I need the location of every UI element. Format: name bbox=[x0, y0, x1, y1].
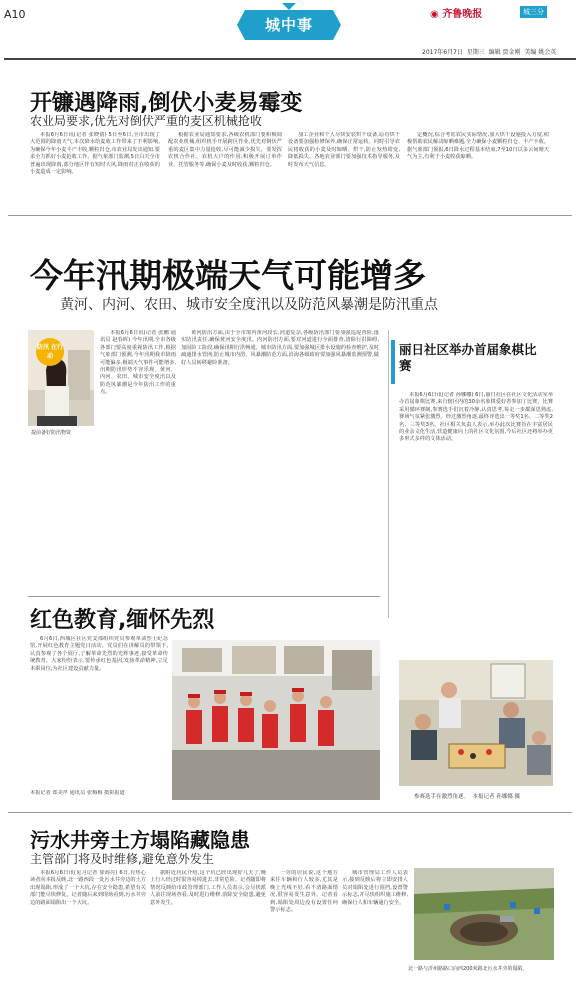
chess-game-photo-image bbox=[399, 660, 553, 786]
divider bbox=[8, 812, 572, 813]
article1-col3: 加工企业和个人尽快安装烘干设备,原有烘干设备要加强检修保养,确保正常运转。同时引导农民将收获的小麦及时晾晒、烘干,防止发热霉变,降低损失。各地农业部门要加强技术指导服务,及时发布天气信息。 bbox=[288, 132, 400, 168]
article5-photo bbox=[414, 868, 554, 960]
article5-col2: 据附近居民介绍,这个坑已经出现好几天了,晚上行人经过时很容易掉进去,非常危险。记者随即将情况反映给市政管理部门,工作人员表示,会尽快派人前往现场查看,及时进行维修,消除安全隐患,避免意外发生。 bbox=[150, 870, 266, 906]
flood-badge: 防汛 在行动 bbox=[36, 338, 64, 366]
article4-title: 丽日社区举办首届象棋比赛 bbox=[399, 342, 537, 373]
page-number: A10 bbox=[4, 8, 26, 21]
section-arrow-icon bbox=[282, 3, 296, 10]
article2-title: 今年汛期极端天气可能增多 bbox=[30, 256, 426, 295]
article2-col1 bbox=[30, 436, 176, 590]
article1-col4: 定概况,综合考虑农民实际情况,加大烘干设施投入力度,积极帮助农民解决晾晒难题,全力确保小麦颗粒归仓、丰产丰收。据气象部门预报,6日降水过程基本结束,7至10日以多云间晴天气为主,有利于小麦收获晾晒。 bbox=[407, 132, 549, 161]
article2-subtitle: 黄河、内河、农田、城市安全度汛以及防范风暴潮是防汛重点 bbox=[60, 297, 438, 313]
article3-byline: 本报记者 郑美芹 通讯员 张梅梅 摄影报道 bbox=[30, 790, 125, 796]
accent-bar bbox=[391, 340, 395, 384]
collapsed-ground-photo-image bbox=[414, 868, 554, 960]
column-divider bbox=[388, 330, 389, 618]
article1-col1: 本报6月6日讯(记者 张晓倩) 5日至6日,全市出现了大范围的降雨天气,本次降水给麦收工作带来了不利影响,为确保今年小麦丰产丰收,颗粒归仓,市农业局发出通知,要求全力抓好小麦抢收工作。据气象部门监测,5日白天全市普遍出现降雨,部分地区伴有短时大风,降雨对正在收获的小麦造成一定影响。 bbox=[30, 132, 160, 176]
article1-col2: 根据农业局通知要求,各级农机部门要积极调配农业机械,组织机手开展跨区作业,优先对倒伏严重的麦区集中力量抢收,尽可能减少损失。要发挥农机合作社、农机大户的作用,积极开展订单作业、托管服务等,确保小麦及时收获,颗粒归仓。 bbox=[168, 132, 282, 168]
divider bbox=[8, 215, 572, 216]
article3-photo bbox=[172, 640, 380, 800]
article1-title: 开镰遇降雨,倒伏小麦易霉变 bbox=[30, 91, 303, 116]
dateline: 2017年6月7日 星期三 编辑 贾金刚 美编 姚会英 bbox=[422, 49, 557, 56]
article3-body: 6月6日,西城区社区党支部组织党员参观革命烈士纪念馆,开展红色教育主题党日活动。党员们在讲解员的带领下,认真参观了各个展厅,了解革命先烈的光辉事迹,接受革命传统教育。大家纷纷表示,要传承红色基因,发扬革命精神,立足本职岗位,为社区建设贡献力量。 bbox=[30, 636, 168, 672]
brand-tag: 城三分 bbox=[520, 6, 547, 18]
article5-col1: 本报6月6日讯(见习记者 徐海亮) 6日,有热心读者向本报反映,北一路西段一处污水井旁边的土方出现塌陷,形成了一个大坑,存在安全隐患,希望有关部门能尽快修复。记者随后来到现场看到,污水井旁边的路面塌陷出一个大坑。 bbox=[30, 870, 146, 906]
article4-body: 本报6月6日讯(记者 孙娜娜) 6日,丽日社区在社区文化活动室举办首届象棋比赛,来自辖区内的30余名象棋爱好者参加了比赛。比赛采用循环赛制,参赛选手们沉着冷静,认真思考,每走一步都深思熟虑,赛场气氛紧张激烈。经过激烈角逐,最终评选出一等奖1名、二等奖2名、三等奖3名。社区相关负责人表示,举办此次比赛旨在丰富居民的业余文化生活,营造健康向上的社区文化氛围,今后社区还将举办更多形式多样的文体活动。 bbox=[399, 392, 553, 443]
article5-subtitle: 主管部门将及时维修,避免意外发生 bbox=[30, 852, 214, 866]
article5-col3: 一旁的居民说,这个地方来往车辆和行人较多,尤其是晚上光线不好,看不清路面情况,很容易发生意外。记者看到,塌陷处周边没有设置任何警示标志。 bbox=[270, 870, 338, 914]
article5-title: 污水井旁土方塌陷藏隐患 bbox=[30, 828, 250, 852]
article1-subtitle: 农业局要求,优先对倒伏严重的麦区机械抢收 bbox=[30, 114, 262, 128]
article3-title: 红色教育,缅怀先烈 bbox=[30, 608, 215, 633]
brand-logo: ◉ 齐鲁晚报 bbox=[430, 9, 483, 20]
article2-col1-top: 本报6月6日讯(记者 张鹏 通讯员 赵春晖) 今年汛期,全市各级各部门要高度重视防汛工作,根据气象部门预测,今年汛期我市降雨可能偏多,极端天气事件可能增多,汛期防汛形势不容乐观。黄河、内河、农田、城市安全度汛以及防范风暴潮是今年防汛工作的重点。 bbox=[100, 330, 176, 396]
article2-col2: 黄河防汛方面,由于全市境内黄河段长,河道复杂,各级防汛部门要加强巡堤查险,落实防汛责任,确保黄河安全度汛。内河防汛方面,要对河道进行全面排查,清除行洪障碍,加固险工险段,确保汛期行洪畅通。城市防汛方面,要加强城区排水设施的检查维护,及时疏通排水管网,防止城市内涝。风暴潮防范方面,沿海各级政府要加强风暴潮监测预警,做好人员转移避险准备。 bbox=[181, 330, 379, 366]
article4-photo bbox=[399, 660, 553, 786]
article5-col4: 城市管理局工作人员表示,接到反映后将立即安排人员对塌陷处进行围挡,设置警示标志,并尽快组织施工维修,确保行人和车辆通行安全。 bbox=[342, 870, 408, 906]
section-banner: 城中事 bbox=[245, 10, 333, 40]
header-rule bbox=[4, 58, 576, 60]
article4-caption: 参赛选手在激烈角逐。 本报记者 孙娜娜 摄 bbox=[414, 794, 521, 800]
article5-caption: 北一路与沂州路路口向西200米路北污水井旁的塌陷。 bbox=[408, 966, 528, 972]
article2-photo-caption: 提前备好防汛物资 bbox=[31, 430, 72, 436]
red-vest-group-photo-image bbox=[172, 640, 380, 800]
divider bbox=[28, 596, 380, 597]
article2-photo bbox=[28, 330, 94, 426]
